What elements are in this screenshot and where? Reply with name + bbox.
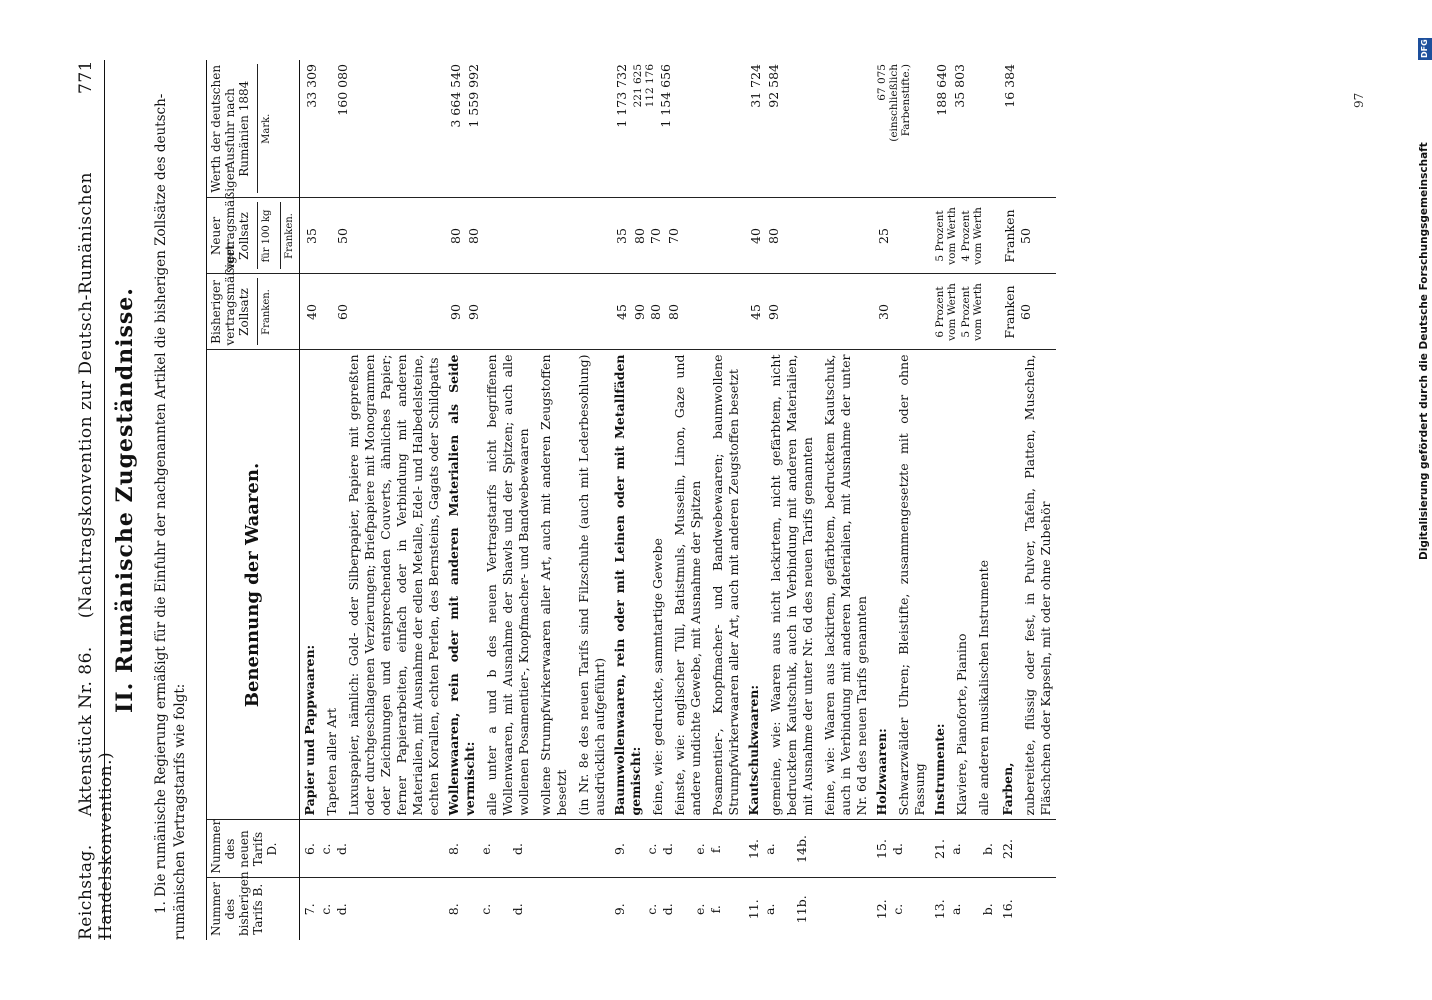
table-row: [610, 60, 744, 940]
goods-category: Wollenwaaren, rein oder mit anderen Materialien als Seide vermischt:: [446, 354, 477, 816]
old-rate-value: 6 Prozent vom Werth: [934, 283, 958, 341]
new-tariff-number: 6. c. d.: [300, 820, 445, 878]
running-header: [70, 60, 116, 940]
old-rate-cell: [930, 274, 998, 350]
old-rate-cell: [872, 274, 930, 350]
old-rate-value: 40: [304, 304, 319, 320]
old-tariff-number: 11. a. 11b.: [746, 895, 809, 924]
header-export-value: [207, 60, 300, 198]
new-tariff-number: 15. d.: [872, 820, 930, 878]
goods-description: [872, 350, 930, 820]
goods-category: Farben,: [1000, 762, 1015, 816]
goods-item: feine, wie: Waaren aus lackirtem, gefärbtem, bedrucktem Kautschuk, auch in Verbindung mit anderen Materialien, mit Ausnahme der unter Nr. 6d des neuen Tarifs genannten: [822, 354, 869, 816]
old-tariff-number: 12. c.: [874, 899, 905, 920]
old-rate-value: 90 80: [632, 304, 663, 320]
goods-category: Baumwollenwaaren, rein oder mit Leinen oder mit Metallfäden gemischt:: [612, 354, 643, 816]
export-value-cell: [444, 60, 610, 198]
old-rate-cell: [610, 274, 744, 350]
new-rate-value: 35: [304, 228, 319, 244]
goods-description: [998, 350, 1056, 820]
new-rate-value: 70: [666, 228, 681, 244]
goods-item: feinste, wie: englischer Tüll, Batistmuls, Musselin, Linon, Gaze und andere undichte Gewebe, mit Ausnahme der Spitzen: [672, 354, 703, 816]
header-old-number: Nummer des bisherigen Tarifs B.: [207, 878, 300, 940]
header-export-value-label: Werth der deutschen Ausfuhr nach Rumänien 1884: [209, 64, 251, 193]
header-new-rate-currency: Franken.: [280, 203, 297, 270]
new-rate-cell: [444, 198, 610, 274]
old-rate-value: 90: [448, 304, 463, 320]
new-rate-value: 35: [614, 228, 629, 244]
old-rate-value: 30: [876, 304, 891, 320]
export-value: 1 173 732: [614, 64, 629, 128]
goods-item: Klaviere, Pianoforte, Pianino: [954, 633, 969, 816]
old-rate-cell: [444, 274, 610, 350]
export-value: 92 584: [766, 64, 781, 108]
goods-category: Papier und Pappwaaren:: [302, 644, 317, 816]
export-value-cell: [872, 60, 930, 198]
rotated-document-page: [70, 60, 1330, 940]
goods-description: [444, 350, 610, 820]
export-value: 1 154 656: [658, 64, 673, 128]
table-header-row: [207, 60, 300, 940]
old-rate-value: 90: [766, 304, 781, 320]
export-value-cell: [930, 60, 998, 198]
new-rate-value: 80: [448, 228, 463, 244]
old-rate-value: 90: [466, 304, 481, 320]
section-title: II. Rumänische Zugeständnisse.: [112, 287, 138, 713]
header-subject: (Nachtragskonvention zur Deutsch-Rumänischen Handelskonvention.): [76, 172, 116, 940]
old-tariff-number: 8. c. d.: [446, 903, 525, 916]
export-value: 221 625 112 176: [632, 64, 656, 108]
export-value: 160 080: [335, 64, 350, 116]
export-value-cell: [744, 60, 872, 198]
table-row: [744, 60, 872, 940]
old-rate-value: 45: [614, 304, 629, 320]
export-value-cell: [998, 60, 1056, 198]
old-tariff-number: 16.: [1000, 899, 1015, 920]
goods-item: Posamentier-, Knopfmacher- und Bandwebewaaren; baumwollene Strumpfwirkerwaaren aller Art, auch mit anderen Zeugstoffen besetzt: [710, 354, 741, 816]
new-tariff-number: 21. a. b.: [930, 820, 998, 878]
old-tariff-number: 7. c. d.: [302, 903, 349, 916]
export-value: 35 803: [952, 64, 967, 108]
table-body: [300, 60, 1057, 940]
header-new-number: Nummer des neuen Tarifs D.: [207, 820, 300, 878]
new-rate-value: 80: [466, 228, 481, 244]
old-rate-cell: [300, 274, 445, 350]
new-rate-value: Franken 50: [1002, 209, 1033, 263]
export-value-cell: [300, 60, 445, 198]
new-rate-value: 50: [335, 228, 350, 244]
goods-description: [930, 350, 998, 820]
goods-description: [610, 350, 744, 820]
table-row: [930, 60, 998, 940]
new-rate-cell: [930, 198, 998, 274]
old-rate-value: 80: [666, 304, 681, 320]
goods-item: (in Nr. 8e des neuen Tarifs sind Filzschuhe (auch mit Lederbesohlung) ausdrücklich aufgeführt): [576, 354, 607, 816]
header-new-rate-label: Neuer vertragsmäßiger Zollsatz: [209, 167, 251, 270]
header-old-rate-label: Bisheriger vertragsmäßiger Zollsatz: [209, 243, 251, 346]
goods-item: alle anderen musikalischen Instrumente: [976, 559, 991, 816]
old-rate-value: 5 Prozent vom Werth: [960, 283, 984, 341]
new-rate-cell: [610, 198, 744, 274]
goods-description: [300, 350, 445, 820]
tariff-table: [206, 60, 1056, 940]
export-value: 1 559 992: [466, 64, 481, 128]
new-rate-value: 80 70: [632, 228, 663, 244]
goods-item: Luxuspapier, nämlich: Gold- oder Silberpapier, Papiere mit gepreßten oder durchgeschlagenen Verzierungen; Briefpapiere mit Monogrammen oder Zeichnungen und entsprechenden Couverts, ähnliches Papier; ferner Papierarbeiten, einfach oder in Verbindung mit anderen Materialien, mit Ausnahme der edlen Metalle, Edel- und Halbedelsteine, echten Korallen, echten Perlen, des Bernsteins, Gagats oder Schildpatts: [346, 354, 441, 816]
header-goods: Benennung der Waaren.: [207, 350, 300, 820]
header-old-rate-currency: Franken.: [257, 279, 274, 346]
old-rate-value: Franken 60: [1002, 285, 1033, 339]
goods-item: wollene Strumpfwirkerwaaren aller Art, auch mit anderen Zeugstoffen besetzt: [538, 354, 569, 816]
header-left: [76, 60, 116, 940]
table-row: [872, 60, 930, 940]
old-tariff-number: 9. c. d. e. f.: [612, 903, 723, 916]
new-tariff-number: 22.: [998, 820, 1056, 878]
goods-item: alle unter a und b des neuen Vertragstarifs nicht begriffenen Wollenwaaren, mit Ausnahme der Shawls und der Spitzen; auch alle wollenen Posamentier-, Knopfmacher- und Bandwebewaaren: [484, 354, 531, 816]
table-row: [444, 60, 610, 940]
header-export-unit: Mark.: [257, 64, 274, 194]
digitization-footer: Digitalisierung gefördert durch die Deutsche Forschungsgemeinschaft: [1418, 142, 1430, 560]
export-value: 67 075 (einschließlich Farbenstifte.): [876, 64, 912, 142]
header-institution: Reichstag.: [76, 844, 96, 940]
old-rate-value: 45: [748, 304, 763, 320]
goods-description: [744, 350, 872, 820]
header-new-rate: [207, 167, 300, 274]
export-value: 33 309: [304, 64, 319, 108]
export-value: 3 664 540: [448, 64, 463, 128]
new-tariff-number: 14. a. 14b.: [744, 820, 872, 878]
goods-item: gemeine, wie: Waaren aus nicht lackirtem, nicht gefärbtem, nicht bedrucktem Kautschuk, auch in Verbindung mit anderen Materialien, mit Ausnahme der unter Nr. 6d des neuen Tarifs genannten: [768, 354, 815, 816]
export-value: 188 640: [934, 64, 949, 116]
new-tariff-number: 8. e. d.: [444, 820, 610, 878]
new-rate-value: 4 Prozent vom Werth: [960, 207, 984, 265]
goods-category: Kautschukwaaren:: [746, 684, 761, 816]
export-value: 31 724: [748, 64, 763, 108]
table-row: [998, 60, 1056, 940]
old-tariff-number: 13. a. b.: [932, 899, 995, 920]
intro-paragraph: 1. Die rumänische Regierung ermäßigt für die Einfuhr der nachgenannten Artikel die bisherigen Zollsätze des deutsch-rumänischen Vertragstarifs wie folgt:: [153, 93, 188, 940]
new-rate-cell: [300, 198, 445, 274]
new-rate-value: 40: [748, 228, 763, 244]
goods-category: Holzwaaren:: [874, 728, 889, 816]
goods-item: zubereitete, flüssig oder fest, in Pulver, Tafeln, Platten, Muscheln, Fläschchen oder Kapseln, mit oder ohne Zubehör: [1022, 354, 1053, 816]
old-rate-value: 60: [335, 304, 350, 320]
new-rate-cell: [998, 198, 1056, 274]
goods-category: Instrumente:: [932, 723, 947, 816]
page-mark: 97: [1352, 92, 1366, 108]
goods-item: Schwarzwälder Uhren; Bleistifte, zusammengesetzte mit oder ohne Fassung: [896, 354, 927, 816]
goods-item: feine, wie: gedruckte, sammtartige Gewebe: [650, 538, 665, 816]
header-document-number: Aktenstück Nr. 86.: [76, 646, 96, 817]
new-rate-value: 5 Prozent vom Werth: [934, 207, 958, 265]
new-tariff-number: 9. c. d. e. f.: [610, 820, 744, 878]
header-per-unit: für 100 kg: [257, 203, 274, 270]
dfg-logo: DFG: [1418, 38, 1432, 60]
export-value-cell: [610, 60, 744, 198]
new-rate-cell: [744, 198, 872, 274]
goods-item: Tapeten aller Art: [324, 708, 339, 816]
old-rate-cell: [998, 274, 1056, 350]
old-rate-cell: [744, 274, 872, 350]
new-rate-cell: [872, 198, 930, 274]
table-row: [300, 60, 445, 940]
header-old-rate: [207, 243, 300, 350]
export-value: 16 384: [1002, 64, 1017, 108]
new-rate-value: 80: [766, 228, 781, 244]
new-rate-value: 25: [876, 228, 891, 244]
header-page-number: 771: [76, 60, 96, 94]
